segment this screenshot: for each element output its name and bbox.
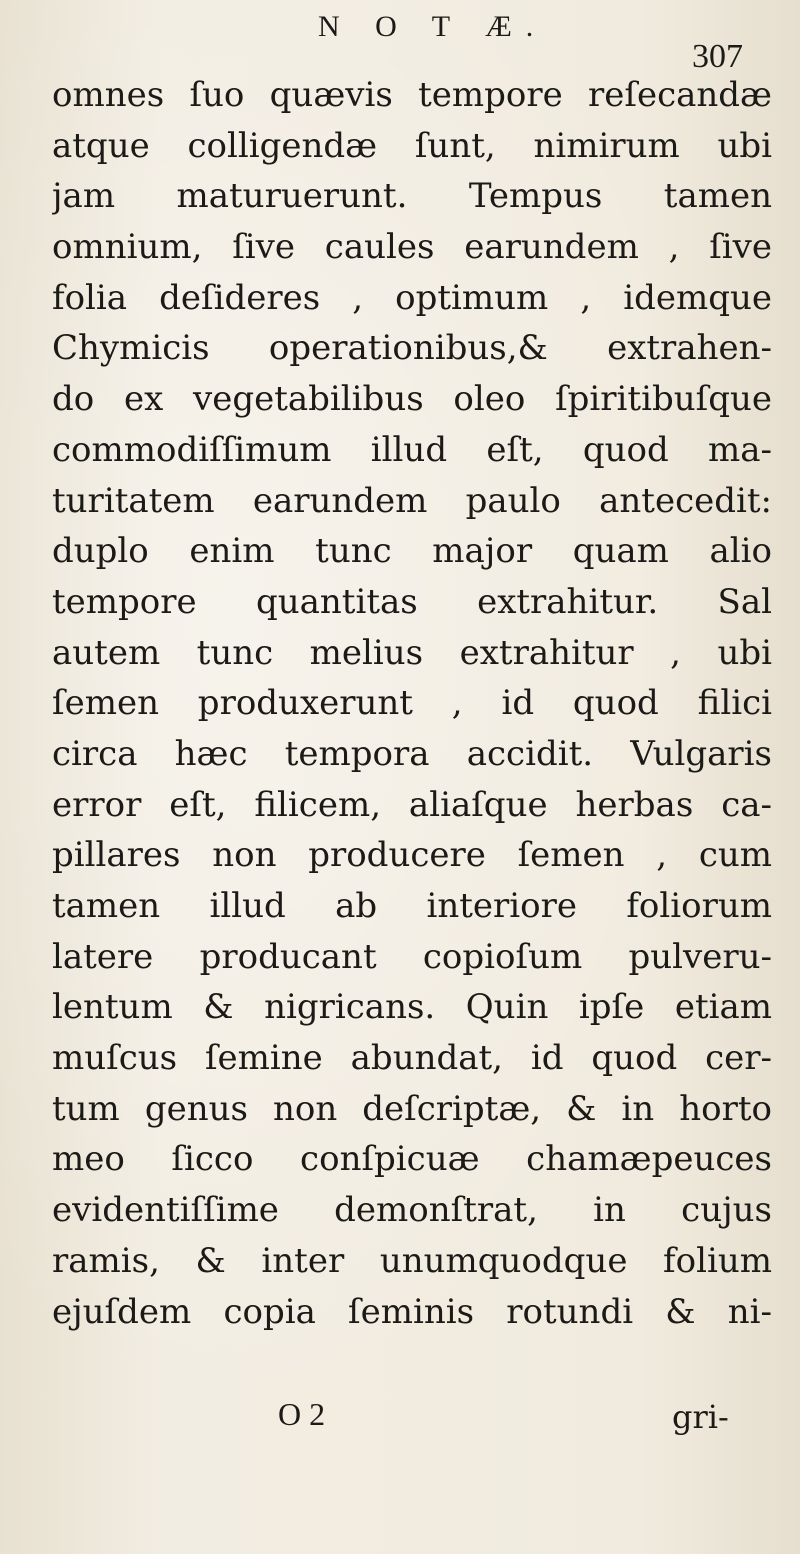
text-line: tum genus non deſcriptæ, & in horto: [52, 1088, 772, 1129]
text-line: omnium, ſive caules earundem , ſive: [52, 227, 772, 268]
text-line: jam maturuerunt. Tempus tamen: [52, 176, 772, 217]
body-text: [52, 70, 772, 1337]
text-line: ramis, & inter unumquodque folium: [52, 1240, 772, 1281]
text-line: tempore quantitas extrahitur. Sal: [52, 581, 772, 622]
text-line: evidentiſſime demonſtrat, in cujus: [52, 1190, 772, 1231]
text-line: duplo enim tunc major quam alio: [52, 531, 772, 572]
text-line: folia deſideres , optimum , idemque: [52, 277, 772, 318]
text-line: pillares non producere ſemen , cum: [52, 835, 772, 876]
text-line: ejuſdem copia ſeminis rotundi & ni-: [52, 1291, 772, 1332]
text-line: ſemen produxerunt , id quod filici: [52, 683, 772, 724]
text-line: muſcus ſemine abundat, id quod cer-: [52, 1038, 772, 1079]
text-line: meo ſicco conſpicuæ chamæpeuces: [52, 1139, 772, 1180]
text-line: tamen illud ab interiore foliorum: [52, 886, 772, 926]
text-line: commodiſſimum illud eſt, quod ma-: [52, 429, 772, 470]
running-title: N O T Æ.: [318, 10, 548, 43]
text-line: do ex vegetabilibus oleo ſpiritibuſque: [52, 379, 772, 420]
text-line: autem tunc melius extrahitur , ubi: [52, 632, 772, 673]
text-line: lentum & nigricans. Quin ipſe etiam: [52, 987, 772, 1028]
text-line: latere producant copioſum pulveru-: [52, 936, 772, 977]
catchword: gri-: [672, 1398, 729, 1436]
text-line: omnes ſuo quævis tempore reſecandæ: [52, 75, 772, 115]
text-line: circa hæc tempora accidit. Vulgaris: [52, 733, 772, 774]
text-line: Chymicis operationibus,& extrahen-: [52, 328, 772, 369]
signature-mark: O 2: [278, 1396, 326, 1432]
text-line: turitatem earundem paulo antecedit:: [52, 480, 772, 521]
text-line: error eſt, filicem, aliaſque herbas ca-: [52, 784, 772, 825]
page-number: 307: [692, 38, 743, 75]
text-line: atque colligendæ ſunt, nimirum ubi: [52, 125, 772, 166]
